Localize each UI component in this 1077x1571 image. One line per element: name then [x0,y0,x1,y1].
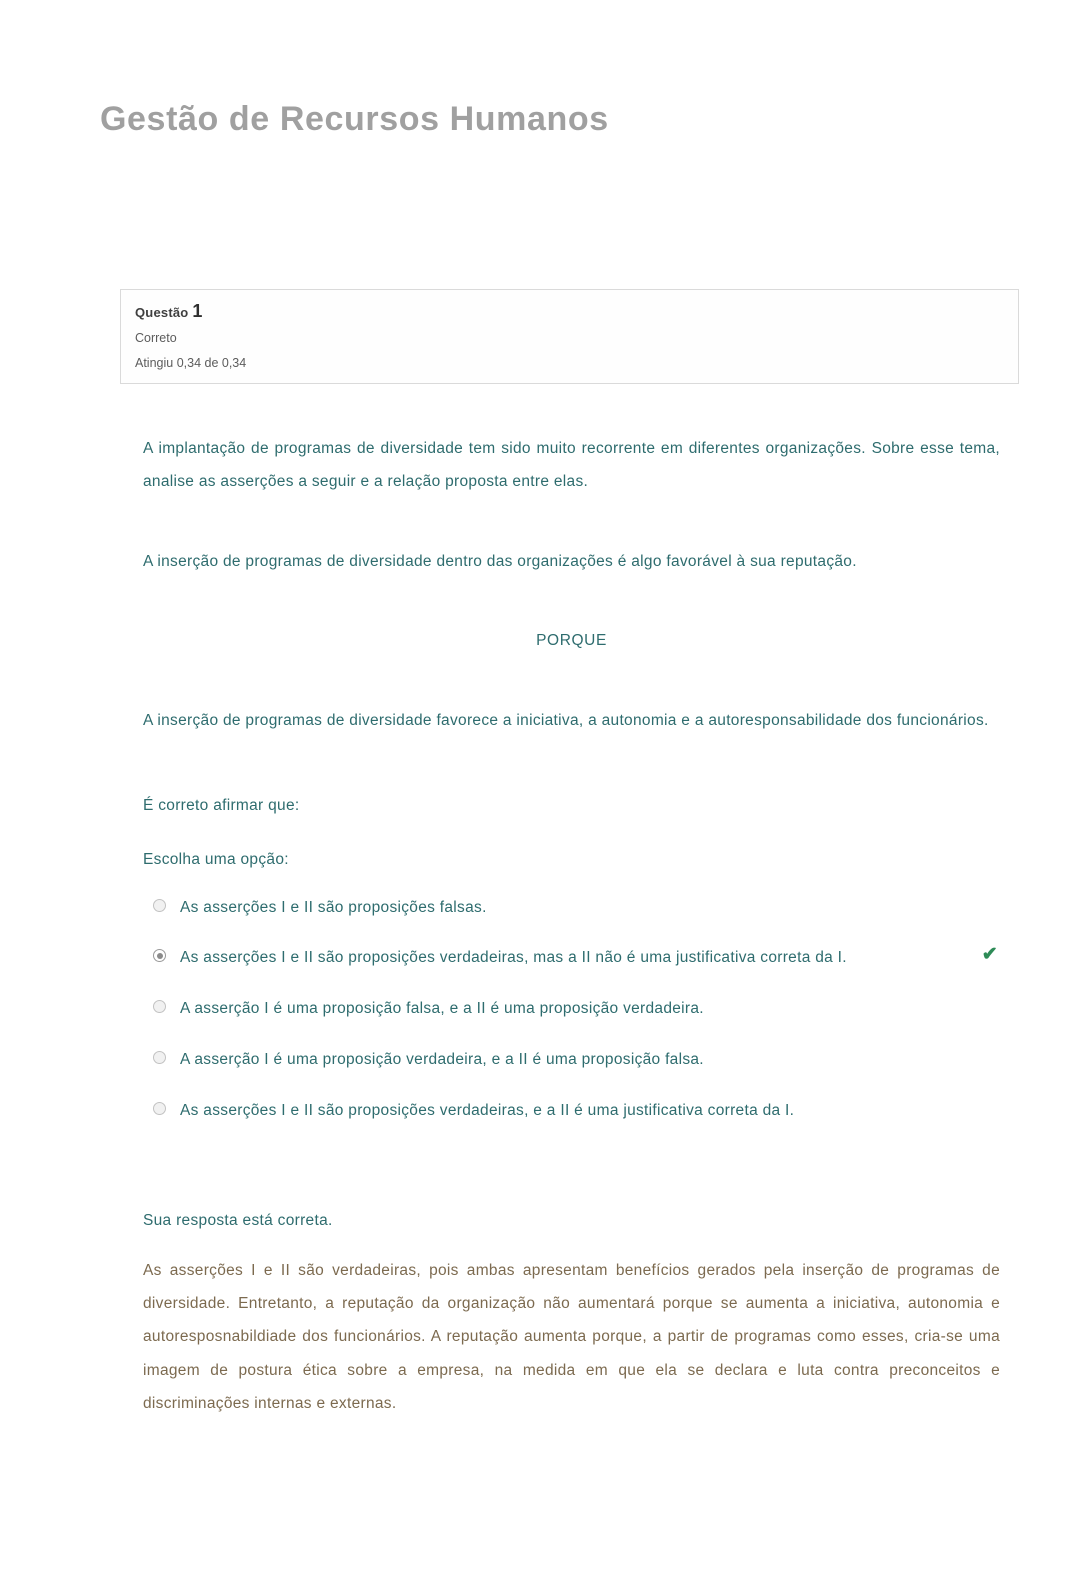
answer-option-5[interactable] [143,1086,1000,1137]
question-prompt: É correto afirmar que: [143,796,300,814]
question-body [143,432,1000,817]
page-title: Gestão de Recursos Humanos [100,100,609,138]
answer-options [143,851,1000,1137]
option-text: As asserções I e II são proposições verdadeiras, e a II é uma justificativa correta da I. [180,1101,795,1119]
question-info-box [120,289,1019,384]
question-assertion-2: A inserção de programas de diversidade favorece a iniciativa, a autonomia e a autoresponsabilidade dos funcionários. [143,711,989,729]
radio-button[interactable] [153,1102,166,1115]
question-number-line [135,301,1004,322]
answer-option-4[interactable] [143,1035,1000,1086]
question-status: Correto [135,331,177,345]
feedback-block [143,1209,1000,1541]
feedback-text: As asserções I e II são verdadeiras, pois ambas apresentam benefícios gerados pela inserção de programas de diversidade. Entretanto, a reputação da organização não aumentará porque se aumenta a iniciativa, autonomia e autoresposnabildiade dos funcionários. A reputação aumenta porque, a partir de programas como esses, cria-se uma imagem de postura ética sobre a empresa, na medida em que ela se declara e luta contra preconceitos e discriminações internas e externas. [143,1261,1000,1413]
options-label: Escolha uma opção: [143,850,289,868]
radio-button[interactable] [153,899,166,912]
feedback-result: Sua resposta está correta. [143,1211,333,1229]
answer-option-3[interactable] [143,984,1000,1035]
option-text: As asserções I e II são proposições verdadeiras, mas a II não é uma justificativa correta da I. [180,949,847,967]
question-label: Questão [135,305,189,320]
radio-button[interactable] [153,1000,166,1013]
question-intro: A implantação de programas de diversidade tem sido muito recorrente em diferentes organizações. Sobre esse tema, analise as asserções a seguir e a relação proposta entre elas. [143,440,1000,491]
correct-check-icon: ✔ [981,944,998,966]
question-number: 1 [192,301,203,321]
answer-option-2[interactable] [143,933,1000,984]
radio-button[interactable] [153,1051,166,1064]
radio-button[interactable] [153,949,166,962]
answer-option-1[interactable] [143,883,1000,934]
option-text: A asserção I é uma proposição falsa, e a II é uma proposição verdadeira. [180,1000,704,1018]
option-text: A asserção I é uma proposição verdadeira, e a II é uma proposição falsa. [180,1051,704,1069]
option-text: As asserções I e II são proposições falsas. [180,898,487,916]
question-connector: PORQUE [536,631,607,649]
question-grade: Atingiu 0,34 de 0,34 [135,356,247,370]
question-assertion-1: A inserção de programas de diversidade dentro das organizações é algo favorável à sua reputação. [143,552,857,570]
